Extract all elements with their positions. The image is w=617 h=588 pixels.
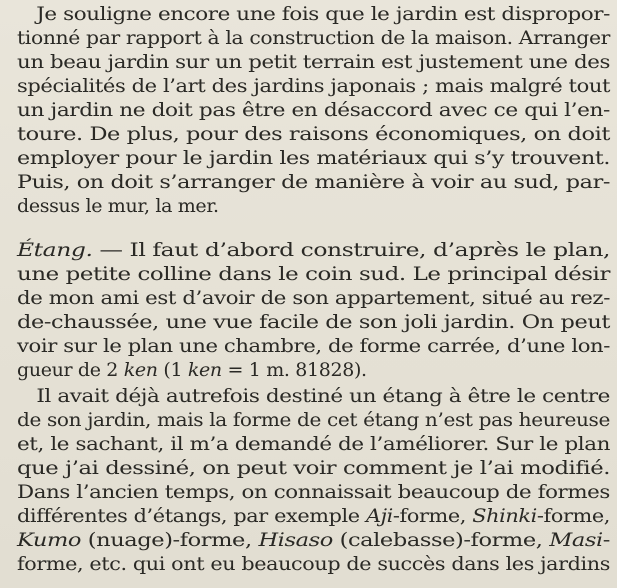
section-heading: Étang. [17,239,93,261]
line-text: un beau jardin sur un petit terrain est justement une des [17,51,611,73]
text-line [17,74,610,98]
text-line [17,194,610,218]
line-text: un jardin ne doit pas être en désaccord avec ce qui l’en- [17,99,610,121]
italic-term: Kumo [17,529,82,551]
text-line [17,408,610,432]
text-line [17,262,610,286]
text-run: -forme, [392,505,473,527]
line-text [17,238,610,262]
text-run: gueur de 2 [17,359,124,381]
line-text: toure. De plus, pour des raisons économiques, on doit [17,123,611,145]
text-line [17,480,610,504]
italic-term: ken [187,359,222,381]
text-line [17,2,610,26]
line-text: Puis, on doit s’arranger de manière à voir au sud, par- [17,171,610,193]
text-line [17,384,610,408]
line-text: Je souligne encore une fois que le jardin est dispropor- [17,3,610,25]
line-text: dessus le mur, la mer. [17,195,219,217]
text-line [17,456,610,480]
text-run: — Il faut d’abord construire, d’après le plan, [92,239,611,261]
line-text [17,528,610,552]
text-line [17,26,610,50]
line-text: forme, etc. qui ont eu beaucoup de succès dans les jardins [17,553,610,575]
line-text: une petite colline dans le coin sud. Le principal désir [17,263,610,285]
italic-term: Aji [365,505,393,527]
line-text: spécialités de l’art des jardins japonais ; mais malgré tout [17,75,611,97]
line-text: que j’ai dessiné, on peut voir comment je l’ai modifié. [17,457,611,479]
line-text: de son jardin, mais la forme de cet étang n’est pas heureuse [17,409,610,431]
line-text: tionné par rapport à la construction de la maison. Arranger [17,27,610,49]
text-run: (1 [157,359,188,381]
text-line [17,552,610,576]
text-run: différentes d’étangs, par exemple [17,505,366,527]
text-line [17,528,610,552]
line-text: de mon ami est d’avoir de son appartement, situé au rez- [17,287,611,309]
line-text [17,358,367,382]
italic-term: Hisaso [258,529,333,551]
text-run: - [602,529,611,551]
text-line [17,286,610,310]
text-line [17,122,610,146]
text-line [17,238,610,262]
text-run: (nuage)-forme, [81,529,259,551]
text-run: -forme, [536,505,611,527]
text-line [17,358,610,382]
text-line [17,310,610,334]
line-text: de-chaussée, une vue facile de son joli jardin. On peut [17,311,610,333]
line-text: voir sur le plan une chambre, de forme carrée, d’une lon- [17,335,611,357]
italic-term: ken [123,359,158,381]
text-line [17,98,610,122]
text-line [17,170,610,194]
italic-term: Masi [549,529,603,551]
text-line [17,432,610,456]
text-line [17,334,610,358]
text-line [17,504,610,528]
italic-term: Shinki [472,505,537,527]
text-run: = 1 m. 81828). [221,359,367,381]
text-line [17,146,610,170]
line-text: Dans l’ancien temps, on connaissait beaucoup de formes [17,481,610,503]
text-line [17,50,610,74]
line-text: Il avait déjà autrefois destiné un étang à être le centre [17,385,610,407]
line-text: employer pour le jardin les matériaux qui s’y trouvent. [17,147,611,169]
text-run: (calebasse)-forme, [332,529,550,551]
line-text [17,504,610,528]
line-text: et, le sachant, il m’a demandé de l’améliorer. Sur le plan [17,433,611,455]
